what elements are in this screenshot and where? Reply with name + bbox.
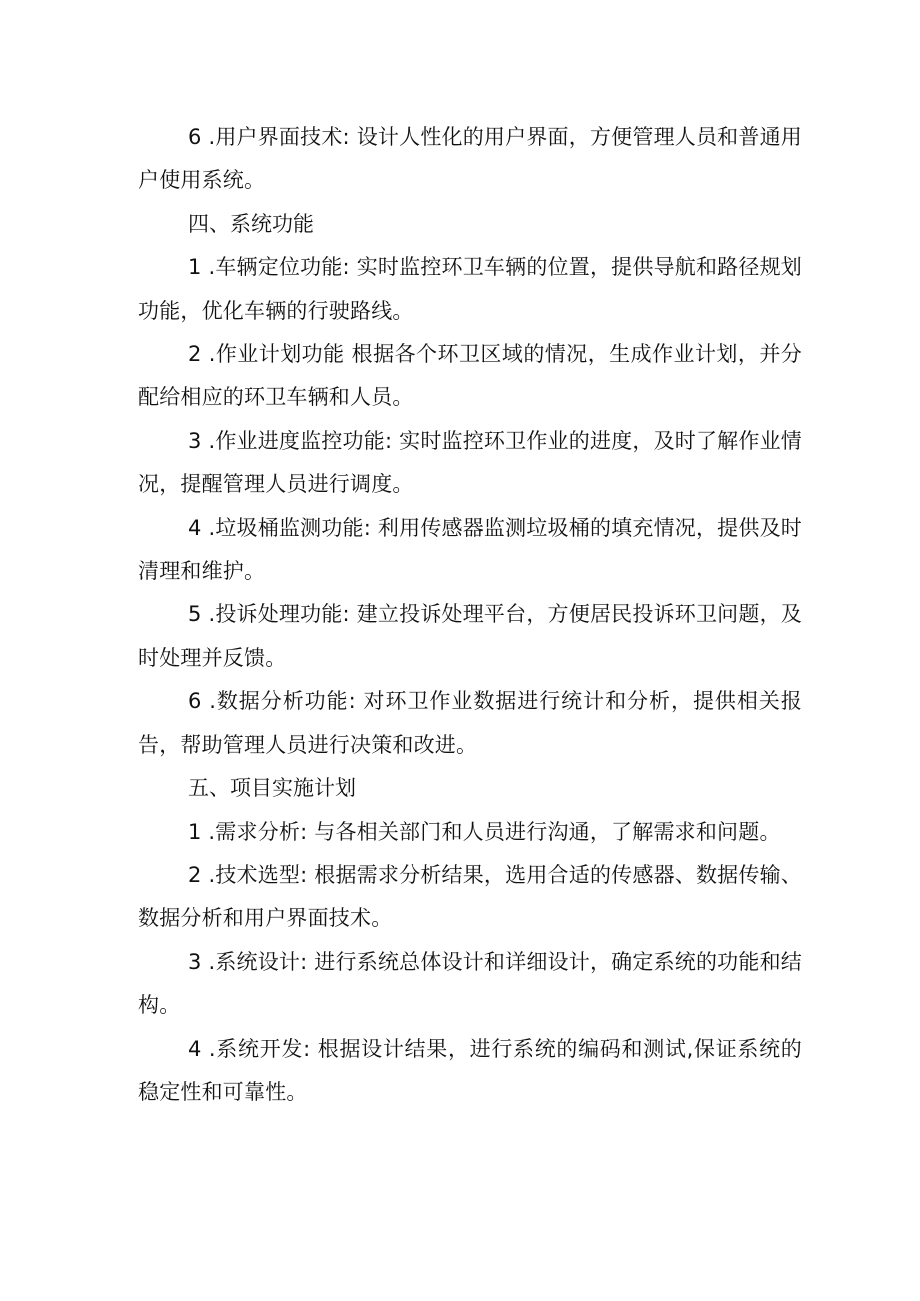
section-heading-system-functions: 四、系统功能 [188,211,314,236]
paragraph-requirements-analysis: 1 .需求分析: 与各相关部门和人员进行沟通，了解需求和问题。 [188,819,781,844]
paragraph-complaint-handling: 5 .投诉处理功能: 建立投诉处理平台，方便居民投诉环卫问题，及时处理并反馈。 [138,602,802,670]
paragraph-ui-technology: 6 .用户界面技术: 设计人性化的用户界面，方便管理人员和普通用户使用系统。 [138,125,802,193]
paragraph-system-development: 4 .系统开发: 根据设计结果，进行系统的编码和测试,保证系统的稳定性和可靠性。 [138,1036,802,1104]
section-heading-implementation-plan: 五、项目实施计划 [188,776,356,801]
document-body [138,116,802,1114]
paragraph-vehicle-positioning: 1 .车辆定位功能: 实时监控环卫车辆的位置，提供导航和路径规划功能，优化车辆的行驶路线。 [138,255,802,323]
paragraph-trash-bin-monitoring: 4 .垃圾桶监测功能: 利用传感器监测垃圾桶的填充情况，提供及时清理和维护。 [138,515,802,584]
paragraph-work-planning: 2 .作业计划功能 根据各个环卫区域的情况，生成作业计划，并分配给相应的环卫车辆和人员。 [138,342,802,410]
paragraph-progress-monitoring: 3 .作业进度监控功能: 实时监控环卫作业的进度，及时了解作业情况，提醒管理人员进行调度。 [138,428,802,497]
paragraph-technology-selection: 2 .技术选型: 根据需求分析结果，选用合适的传感器、数据传输、数据分析和用户界面技术。 [138,862,802,931]
paragraph-data-analysis: 6 .数据分析功能: 对环卫作业数据进行统计和分析，提供相关报告，帮助管理人员进行决策和改进。 [138,689,802,757]
paragraph-system-design: 3 .系统设计: 进行系统总体设计和详细设计，确定系统的功能和结构。 [138,949,802,1018]
